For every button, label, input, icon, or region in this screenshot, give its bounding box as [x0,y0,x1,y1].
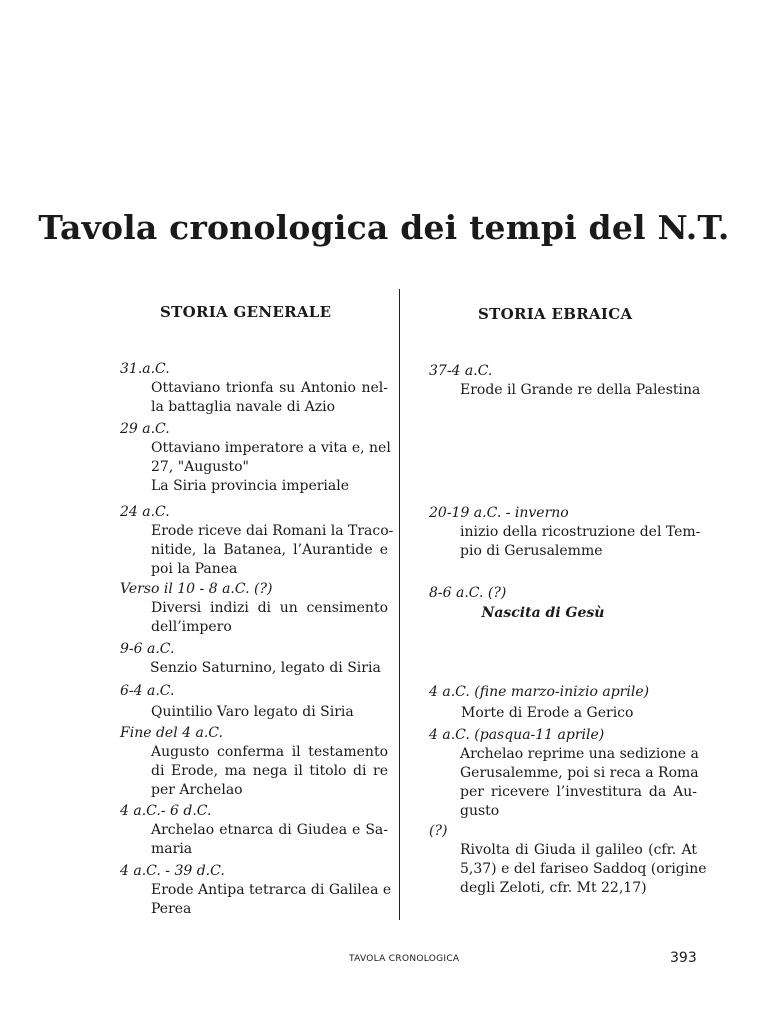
running-footer: TAVOLA CRONOLOGICA [349,954,460,964]
entry-text: per ricevere l’investitura da Au- [460,784,697,800]
entry-text: Senzio Saturnino, legato di Siria [150,660,381,676]
entry-text: Augusto conferma il testamento [151,744,388,760]
entry-text: inizio della ricostruzione del Tem- [460,524,701,540]
chronology-entry [429,726,697,821]
chronology-entry [120,580,388,637]
chronology-entry [429,683,697,723]
entry-text: 27, "Augusto" [151,459,249,475]
entry-text: Quintilio Varo legato di Siria [151,704,354,720]
entry-date: 4 a.C. - 39 d.C. [120,863,225,879]
entry-text: Erode riceve dai Romani la Traco- [151,523,394,539]
entry-text: la battaglia navale di Azio [151,399,336,415]
entry-text: Diversi indizi di un censimento [151,600,388,616]
entry-text: pio di Gerusalemme [460,543,603,559]
entry-date: 4 a.C. (fine marzo-inizio aprile) [429,684,650,700]
entry-text: Erode il Grande re della Palestina [460,382,701,398]
entry-text: Rivolta di Giuda il galileo (cfr. At [460,842,697,858]
entry-text: Archelao etnarca di Giudea e Sa- [151,822,388,838]
chronology-entry [120,802,388,859]
entry-date: 20-19 a.C. - inverno [429,505,569,521]
entry-text: Ottaviano imperatore a vita e, nel [151,440,391,456]
entry-text: 5,37) e del fariseo Saddoq (origine [460,861,707,877]
entry-text: Erode Antipa tetrarca di Galilea e [151,882,392,898]
entry-text: La Siria provincia imperiale [151,478,350,494]
entry-date: Verso il 10 - 8 a.C. (?) [120,581,273,597]
entry-text: per Archelao [151,782,243,798]
birth-of-jesus-label: Nascita di Gesù [481,605,605,621]
entry-text: Archelao reprime una sedizione a [460,746,699,762]
entry-text: poi la Panea [151,561,238,577]
entry-text: Gerusalemme, poi si reca a Roma [460,765,699,781]
page-number: 393 [670,950,697,966]
column-heading-left: STORIA GENERALE [160,303,332,321]
entry-text: Ottaviano trionfa su Antonio nel- [151,380,388,396]
chronology-entry [120,724,388,800]
chronology-entry [120,360,388,417]
chronology-entry [120,503,394,579]
entry-text: dell’impero [151,619,232,635]
entry-date: 6-4 a.C. [120,683,175,699]
page-title: Tavola cronologica dei tempi del N.T. [38,208,730,247]
entry-date: 31.a.C. [120,361,170,377]
entry-text: maria [151,841,193,857]
column-divider [399,289,400,920]
chronology-entry [120,862,392,919]
entry-date: 29 a.C. [120,421,170,437]
entry-text: nitide, la Batanea, l’Aurantide e [151,542,388,558]
chronology-entry [429,362,701,400]
entry-date: 4 a.C. (pasqua-11 aprile) [429,727,605,743]
entry-date: (?) [429,823,448,839]
column-heading-right: STORIA EBRAICA [478,305,633,323]
entry-text: degli Zeloti, cfr. Mt 22,17) [460,880,647,896]
entry-text: di Erode, ma nega il titolo di re [151,763,388,779]
entry-date: 9-6 a.C. [120,641,175,657]
chronology-entry [429,584,697,623]
chronology-entry [120,682,388,722]
entry-text: Morte di Erode a Gerico [461,705,634,721]
chronology-entry [120,420,391,496]
chronology-entry [120,640,388,678]
entry-date: 4 a.C.- 6 d.C. [120,803,212,819]
chronology-entry [429,504,701,561]
entry-date: 24 a.C. [120,504,170,520]
entry-date: 37-4 a.C. [429,363,493,379]
entry-date: 8-6 a.C. (?) [429,585,507,601]
entry-date: Fine del 4 a.C. [120,725,223,741]
chronology-entry [429,822,707,898]
entry-text: gusto [460,803,500,819]
entry-text: Perea [151,901,192,917]
